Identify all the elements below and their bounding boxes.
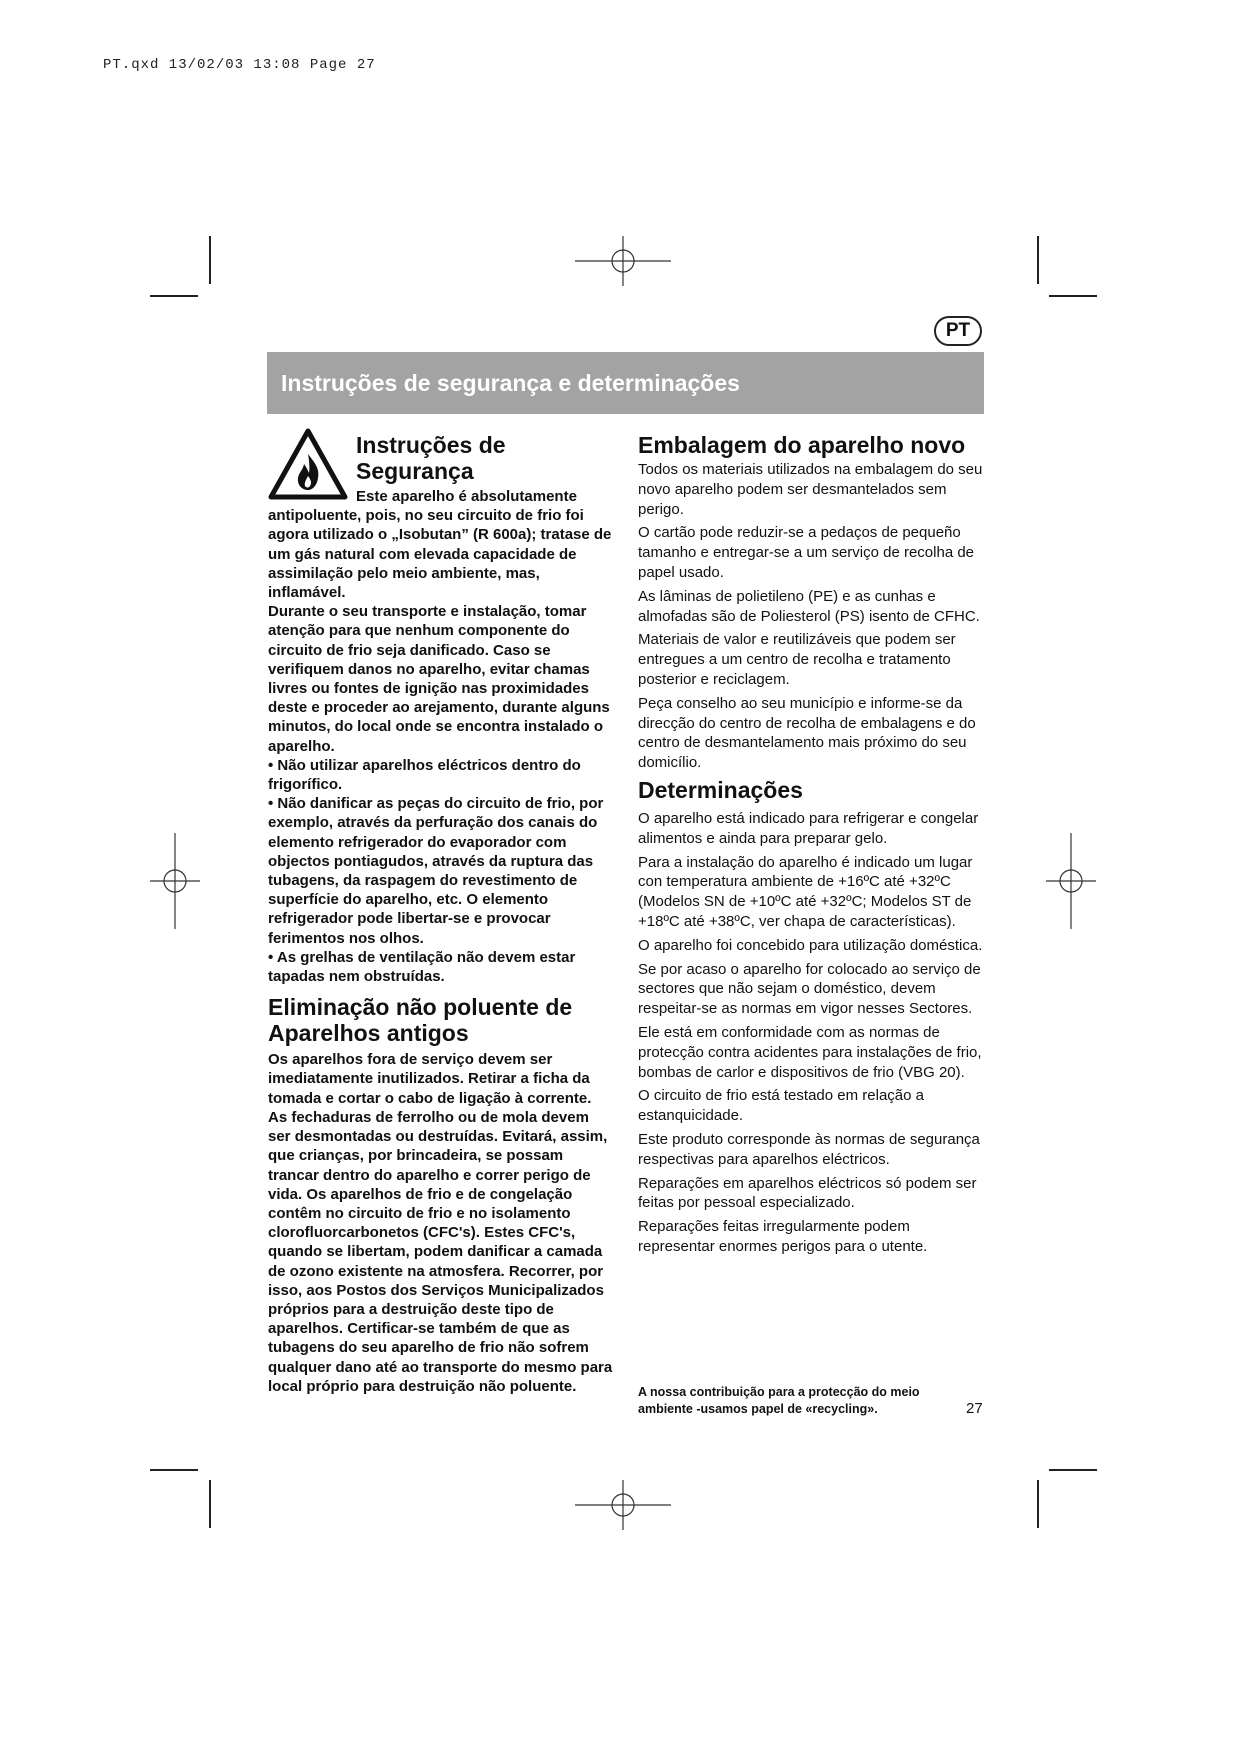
safety-bullet: • Não danificar as peças do circuito de frio, por exemplo, através da perfuração dos canais do elemento refrigerador do evaporador com objectos pontiagudos, através da ruptura das tubagens, da raspagem do revestimento de superfície do aparelho, etc. O elemento refrigerador pode libertar-se e provocar ferimentos nos olhos. xyxy=(268,795,604,947)
crop-mark xyxy=(150,295,198,297)
registration-mark-icon xyxy=(575,1480,671,1530)
safety-transport: Durante o seu transporte e instalação, tomar atenção para que nenhum componente do circuito de frio seja danificado. Caso se verifiquem danos no aparelho, evitar chamas livres ou fontes de ignição nas proximidades deste e proceder ao arejamento, durante alguns minutos, do local onde se encontra instalado o aparelho. xyxy=(268,603,610,755)
determinations-paragraph: Para a instalação do aparelho é indicado um lugar con temperatura ambiente de +16ºC até +32ºC (Modelos SN de +10ºC até +32ºC; Modelos ST de +18ºC até +38ºC, ver chapa de características). xyxy=(638,853,973,930)
crop-mark xyxy=(1037,1480,1039,1528)
page-number: 27 xyxy=(966,1400,983,1417)
safety-heading: Instruções de xyxy=(356,432,506,458)
determinations-heading: Determinações xyxy=(638,776,803,803)
packaging-paragraph: Peça conselho ao seu município e informe-se da direcção do centro de recolha de embalagens e do centro de desmantelamento mais próximo do seu domicílio. xyxy=(638,694,976,772)
determinations-paragraph: Reparações feitas irregularmente podem representar enormes perigos para o utente. xyxy=(638,1218,928,1255)
determinations-paragraph: Este produto corresponde às normas de segurança respectivas para aparelhos eléctricos. xyxy=(638,1130,980,1168)
disposal-heading: Eliminação não poluente de Aparelhos antigos xyxy=(268,994,573,1047)
determinations-paragraph: O aparelho está indicado para refrigerar e congelar alimentos e ainda para preparar gelo. xyxy=(638,809,979,847)
crop-mark xyxy=(1049,295,1097,297)
registration-mark-icon xyxy=(150,833,200,929)
packaging-paragraph: O cartão pode reduzir-se a pedaços de pequeño tamanho e entregar-se a um serviço de recolha de papel usado. xyxy=(638,524,975,581)
crop-mark xyxy=(209,236,211,284)
safety-heading: Segurança xyxy=(356,458,474,484)
print-slug: PT.qxd 13/02/03 13:08 Page 27 xyxy=(103,57,376,73)
packaging-paragraph: Materiais de valor e reutilizáveis que podem ser entregues a um centro de recolha e tratamento posterior e reciclagem. xyxy=(638,631,956,688)
recycling-note: A nossa contribuição para a protecção do meio ambiente -usamos papel de «recycling». xyxy=(638,1385,920,1416)
language-badge: PT xyxy=(934,316,982,346)
right-column xyxy=(638,432,986,1261)
determinations-paragraph: Se por acaso o aparelho for colocado ao serviço de sectores que não sejam o doméstico, devem respeitar-se as normas em vigor nesses Sectores. xyxy=(638,960,981,1018)
safety-bullet: • Não utilizar aparelhos eléctricos dentro do frigorífico. xyxy=(268,756,581,794)
safety-intro: antipoluente, pois, no seu circuito de frio foi agora utilizado o „Isobutan” (R 600a); tratase de um gás natural com elevada capacidade de assimilação pelo meio ambiente, mas, inflamável. xyxy=(268,507,612,602)
packaging-paragraph: As lâminas de polietileno (PE) e as cunhas e almofadas são de Poliesterol (PS) isento de CFHC. xyxy=(638,587,980,625)
safety-intro: Este aparelho é absolutamente xyxy=(356,488,577,505)
left-column xyxy=(268,432,614,1396)
crop-mark xyxy=(209,1480,211,1528)
determinations-paragraph: Ele está em conformidade com as normas de protecção contra acidentes para instalações de frio, bombas de carlor e dispositivos de frio (VBG 20). xyxy=(638,1023,982,1081)
disposal-text: Os aparelhos fora de serviço devem ser imediatamente inutilizados. Retirar a ficha da tomada e cortar o cabo de ligação à corrente. As fechaduras de ferrolho ou de mola devem ser desmontadas ou destruídas. Evitará, assim, que crianças, por brincadeira, se possam trancar dentro do aparelho e correr perigo de vida. Os aparelhos de frio e de congelação contêm no circuito de frio e no isolamento clorofluorcarbonetos (CFC's). Estes CFC's, quando se libertam, podem danificar a camada de ozono existente na atmosfera. Recorrer, por isso, aos Postos dos Serviços Municipalizados próprios para a destruição deste tipo de aparelhos. Certificar-se também de que as tubagens do seu aparelho de frio não sofrem qualquer dano até ao transporte do mesmo para local próprio para destruição não poluente. xyxy=(268,1051,613,1395)
packaging-paragraph: Todos os materiais utilizados na embalagem do seu novo aparelho podem ser desmantelados sem perigo. xyxy=(638,461,983,518)
crop-mark xyxy=(1049,1469,1097,1471)
registration-mark-icon xyxy=(575,236,671,286)
crop-mark xyxy=(1037,236,1039,284)
packaging-heading: Embalagem do aparelho novo xyxy=(638,432,966,458)
section-banner: Instruções de segurança e determinações xyxy=(267,352,984,414)
determinations-paragraph: O circuito de frio está testado em relação a estanquicidade. xyxy=(638,1087,924,1125)
safety-bullet: • As grelhas de ventilação não devem estar tapadas nem obstruídas. xyxy=(268,948,576,986)
determinations-paragraph: O aparelho foi concebido para utilização doméstica. xyxy=(638,936,983,954)
crop-mark xyxy=(150,1469,198,1471)
registration-mark-icon xyxy=(1046,833,1096,929)
determinations-paragraph: Reparações em aparelhos eléctricos só podem ser feitas por pessoal especializado. xyxy=(638,1174,977,1212)
